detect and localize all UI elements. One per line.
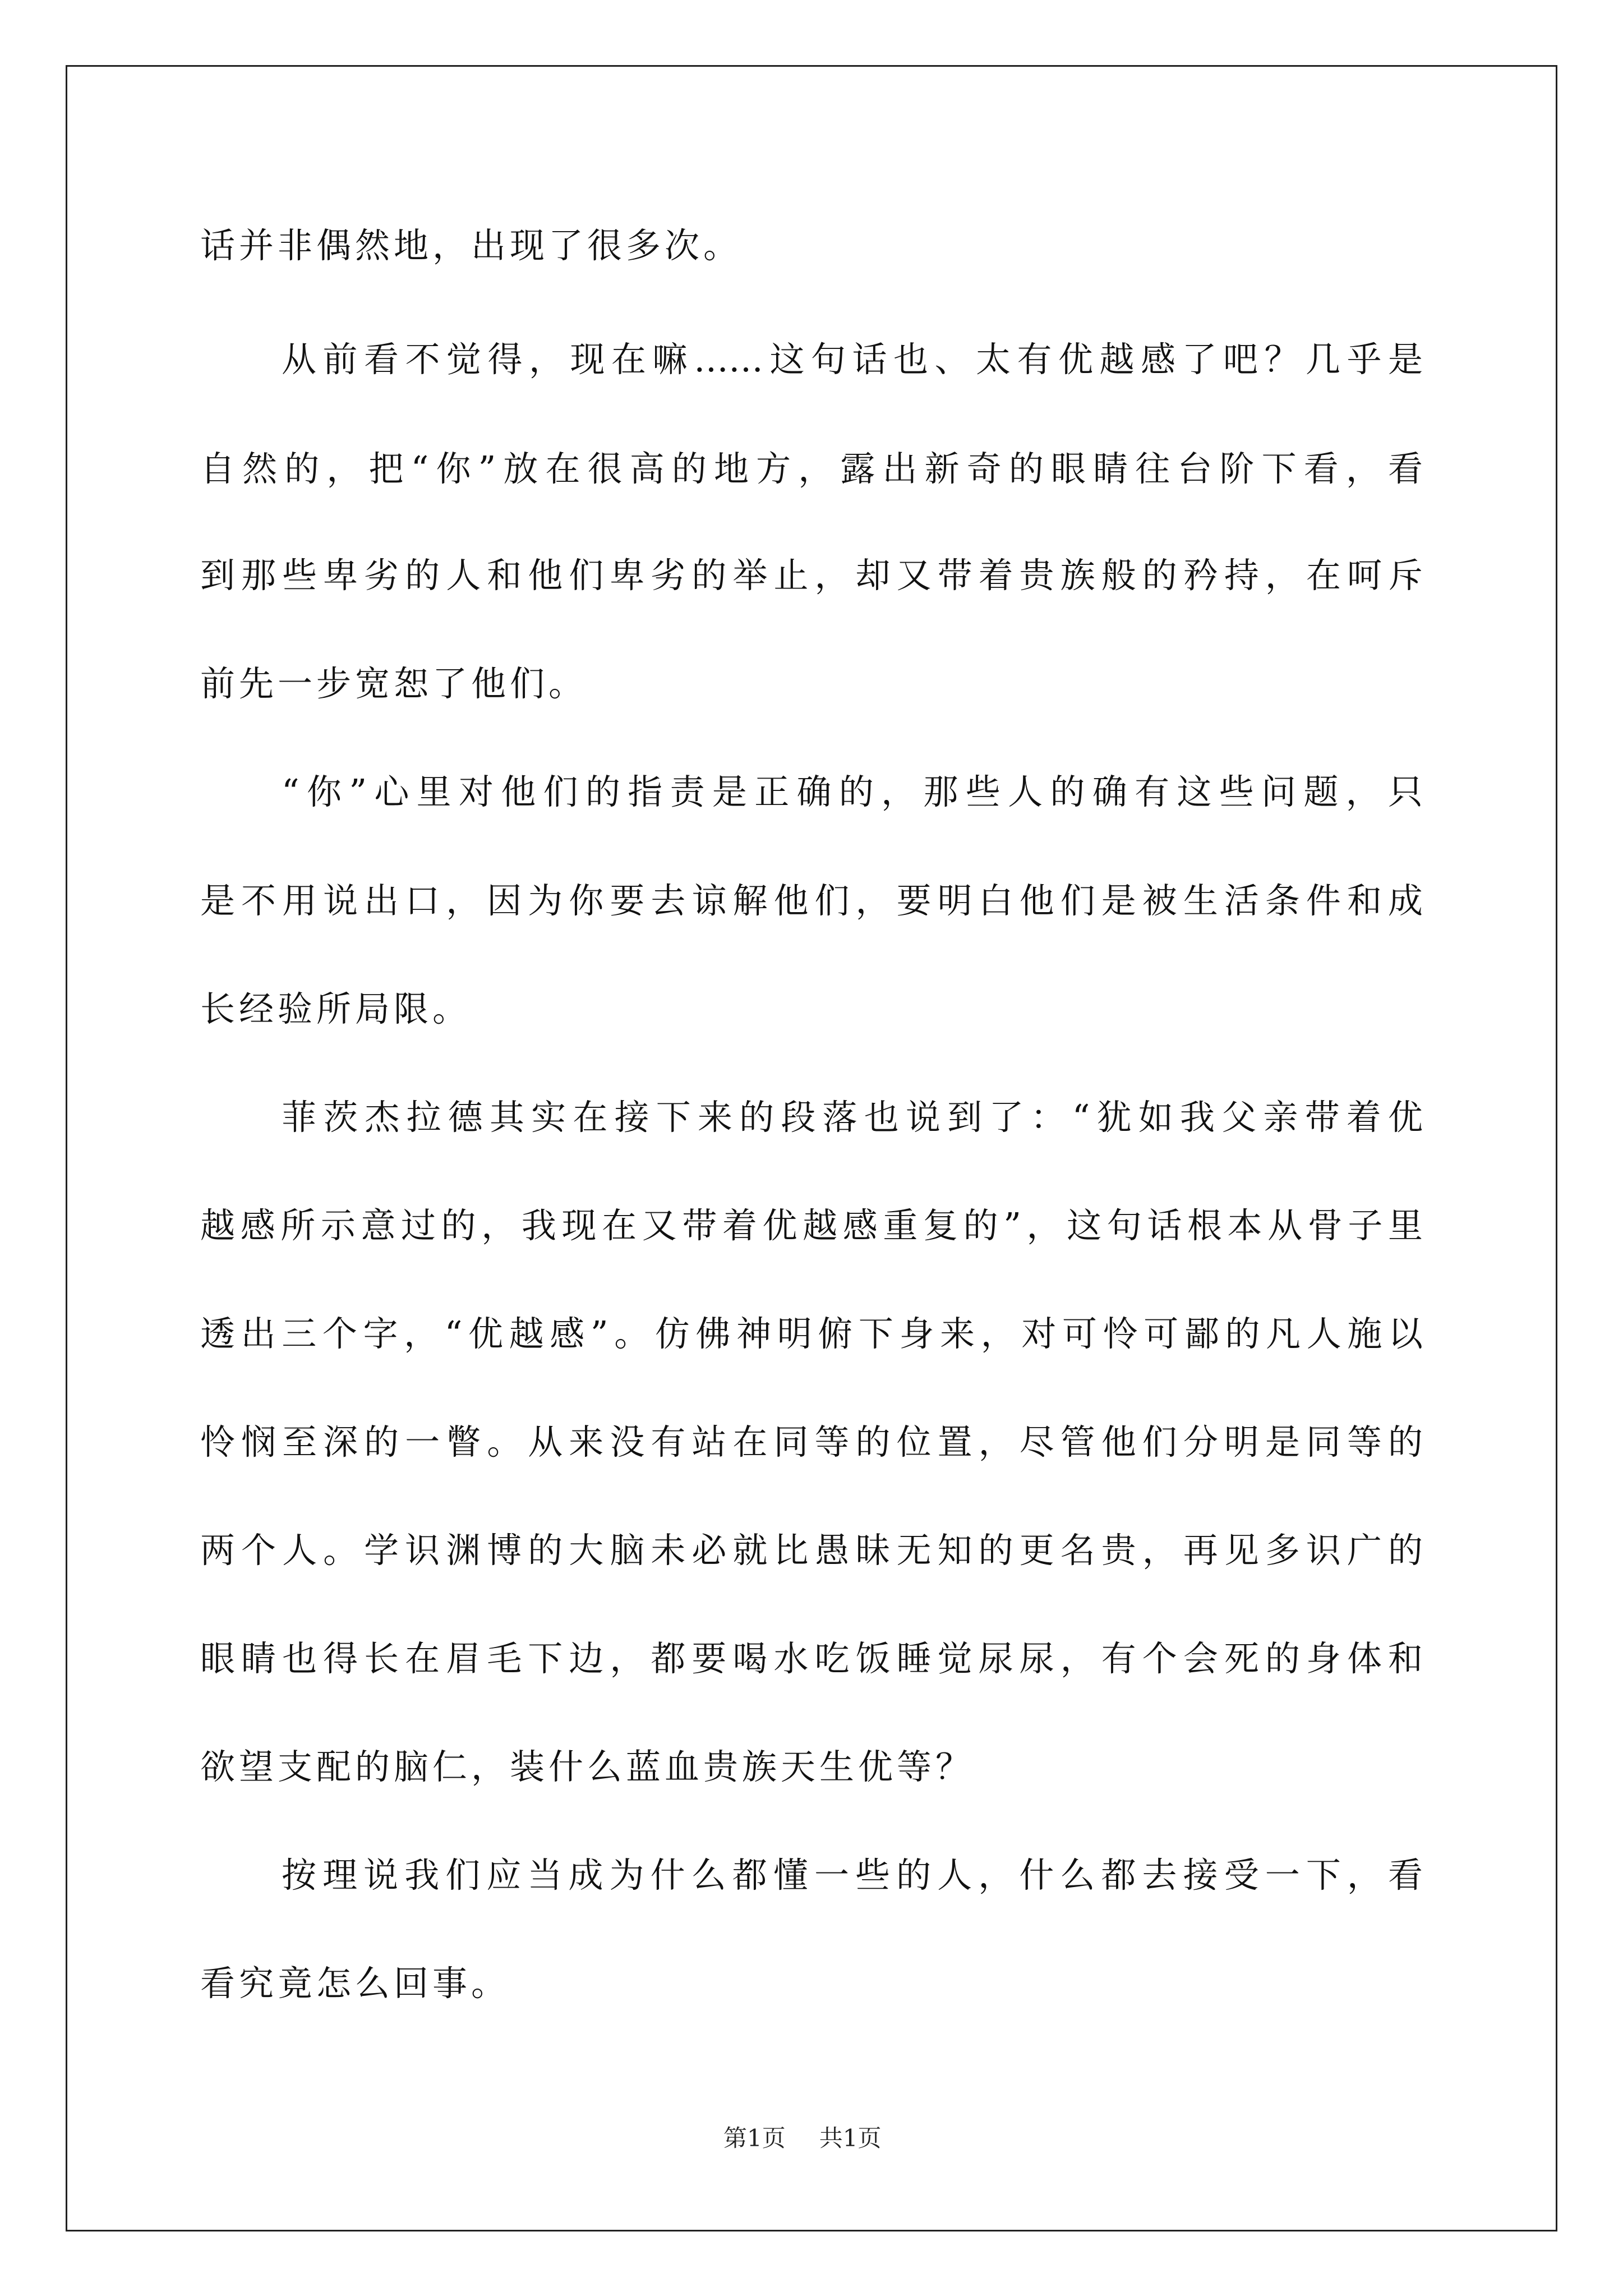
page-footer [723,2124,882,2152]
text-line-12: 怜悯至深的一瞥。从来没有站在同等的位置，尽管他们分明是同等的 [200,1421,1423,1462]
text-line-16: 按理说我们应当成为什么都懂一些的人，什么都去接受一下，看 [282,1855,1423,1895]
text-line-1: 话并非偶然地，出现了很多次。 [200,225,743,266]
page-number: 第1页 [723,2124,786,2152]
text-line-6: “你”心里对他们的指责是正确的，那些人的确有这些问题，只 [282,771,1423,812]
text-line-7: 是不用说出口，因为你要去谅解他们，要明白他们是被生活条件和成 [200,880,1423,921]
page-frame [66,65,1557,2231]
text-line-17: 看究竟怎么回事。 [200,1963,510,2004]
text-line-2: 从前看不觉得，现在嘛……这句话也、太有优越感了吧？几乎是 [282,339,1423,380]
text-line-14: 眼睛也得长在眉毛下边，都要喝水吃饭睡觉尿尿，有个会死的身体和 [200,1638,1423,1679]
text-line-10: 越感所示意过的，我现在又带着优越感重复的”，这句话根本从骨子里 [200,1205,1423,1246]
text-line-9: 菲茨杰拉德其实在接下来的段落也说到了：“犹如我父亲带着优 [282,1097,1423,1138]
text-line-11: 透出三个字，“优越感”。仿佛神明俯下身来，对可怜可鄙的凡人施以 [200,1313,1423,1354]
text-line-3: 自然的，把“你”放在很高的地方，露出新奇的眼睛往台阶下看，看 [200,448,1423,489]
page-total: 共1页 [819,2124,882,2152]
text-line-8: 长经验所局限。 [200,988,472,1029]
text-line-4: 到那些卑劣的人和他们卑劣的举止，却又带着贵族般的矜持，在呵斥 [200,555,1423,596]
text-line-15: 欲望支配的脑仁，装什么蓝血贵族天生优等？ [200,1746,975,1787]
text-line-5: 前先一步宽恕了他们。 [200,663,588,704]
text-line-13: 两个人。学识渊博的大脑未必就比愚昧无知的更名贵，再见多识广的 [200,1530,1423,1571]
